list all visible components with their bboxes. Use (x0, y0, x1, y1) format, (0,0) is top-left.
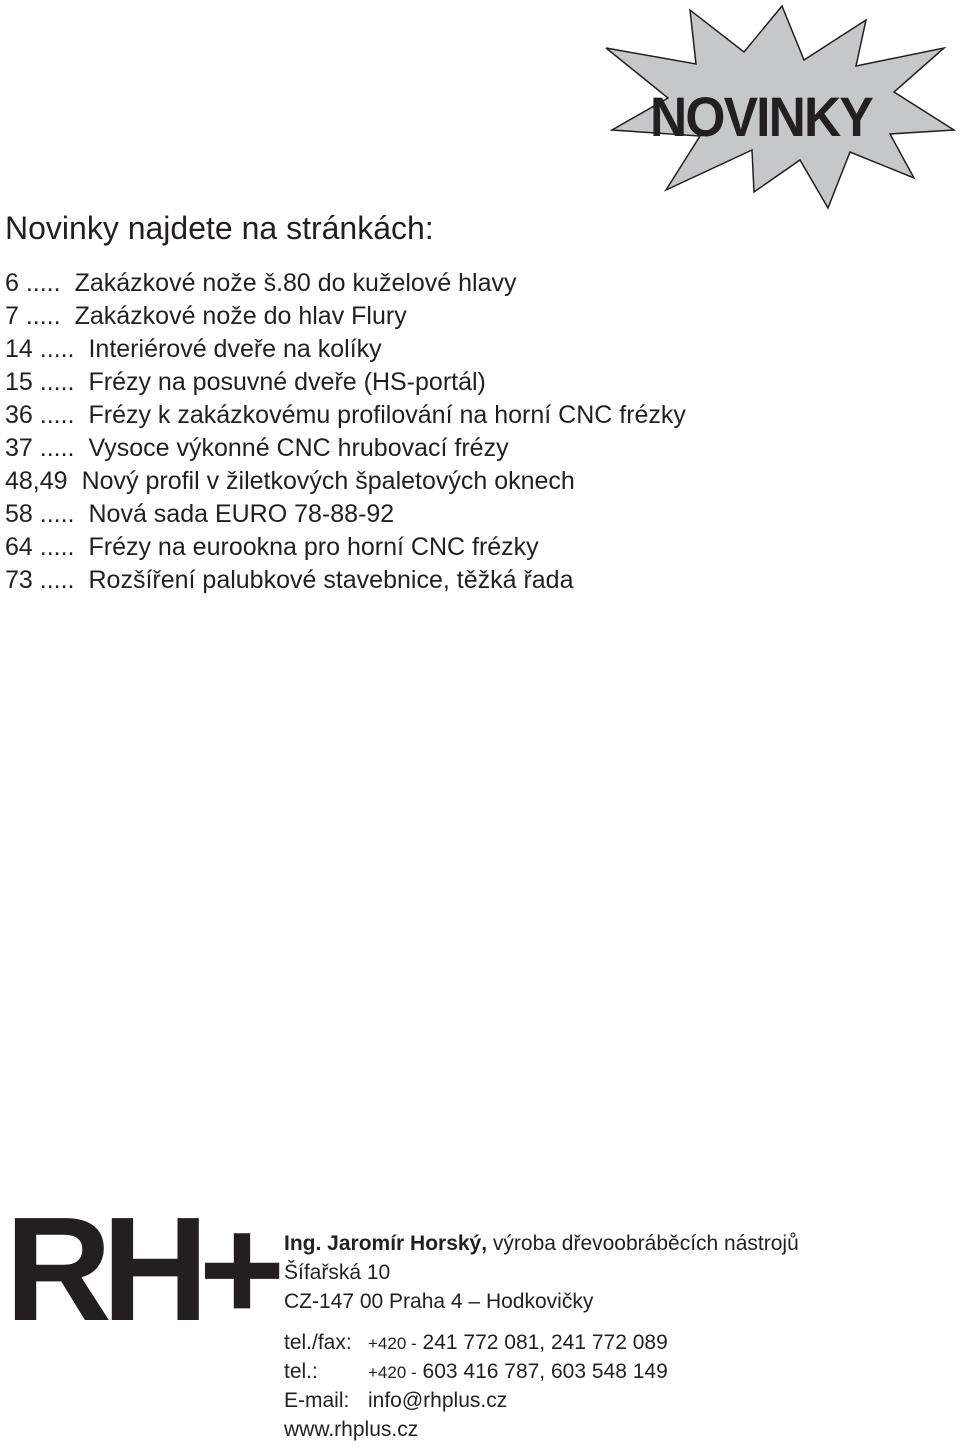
item-text: Zakázkové nože do hlav Flury (74, 302, 407, 330)
item-text: Frézy na posuvné dveře (HS-portál) (88, 368, 486, 396)
item-text: Rozšíření palubkové stavebnice, těžká řada (88, 566, 574, 594)
list-item (5, 399, 686, 432)
company-line (284, 1229, 799, 1258)
item-text: Nová sada EURO 78-88-92 (88, 500, 395, 528)
novinky-starburst-badge (604, 2, 956, 210)
telfax-numbers: 241 772 081, 241 772 089 (416, 1331, 668, 1354)
page-ref: 48,49 (5, 467, 68, 495)
street-address: Šífařská 10 (284, 1261, 391, 1284)
tel-label: tel.: (284, 1360, 318, 1383)
page-ref: 15 ..... (5, 368, 75, 396)
rh-plus-logo: RH+ (5, 1187, 276, 1352)
page-ref: 64 ..... (5, 533, 75, 561)
list-item (5, 267, 686, 300)
telfax-prefix: +420 - (368, 1334, 417, 1353)
city-address: CZ-147 00 Praha 4 – Hodkovičky (284, 1290, 594, 1313)
business-description: výroba dřevoobráběcích nástrojů (487, 1232, 799, 1255)
item-text: Frézy k zakázkovému profilování na horní CNC frézky (88, 401, 686, 429)
email-label: E-mail: (284, 1389, 350, 1412)
item-text: Vysoce výkonné CNC hrubovací frézy (88, 434, 509, 462)
news-list (5, 267, 686, 597)
telfax-label: tel./fax: (284, 1331, 352, 1354)
list-item (5, 333, 686, 366)
list-item (5, 531, 686, 564)
list-item (5, 465, 686, 498)
page-ref: 73 ..... (5, 566, 75, 594)
page-ref: 58 ..... (5, 500, 75, 528)
page-ref: 14 ..... (5, 335, 75, 363)
tel-prefix: +420 - (368, 1363, 417, 1382)
website-link[interactable]: www.rhplus.cz (284, 1418, 419, 1441)
list-item (5, 300, 686, 333)
email-address[interactable]: info@rhplus.cz (368, 1389, 508, 1412)
badge-label: NOVINKY (650, 85, 872, 148)
page-ref: 36 ..... (5, 401, 75, 429)
email-line (284, 1386, 799, 1415)
item-text: Nový profil v žiletkových špaletových oknech (81, 467, 575, 495)
tel-line (284, 1357, 799, 1386)
contact-block (284, 1229, 799, 1444)
list-item (5, 366, 686, 399)
tel-numbers: 603 416 787, 603 548 149 (416, 1360, 668, 1383)
page-ref: 6 ..... (5, 269, 61, 297)
owner-name: Ing. Jaromír Horský, (284, 1232, 488, 1255)
page-ref: 37 ..... (5, 434, 75, 462)
list-item (5, 432, 686, 465)
list-item (5, 564, 686, 597)
item-text: Zakázkové nože š.80 do kuželové hlavy (74, 269, 517, 297)
item-text: Interiérové dveře na kolíky (88, 335, 382, 363)
list-item (5, 498, 686, 531)
page-heading: Novinky najdete na stránkách: (5, 210, 434, 246)
item-text: Frézy na eurookna pro horní CNC frézky (88, 533, 539, 561)
page-ref: 7 ..... (5, 302, 61, 330)
telfax-line (284, 1328, 799, 1357)
